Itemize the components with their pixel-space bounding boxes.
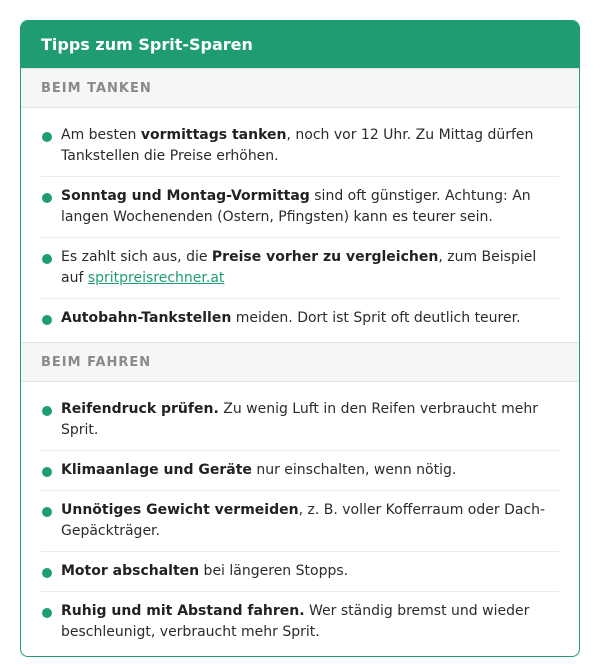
- bullet-dot-icon: [42, 193, 52, 203]
- bullet-dot-icon: [42, 132, 52, 142]
- bullet-dot-icon: [42, 507, 52, 517]
- list-item: Klimaanlage und Geräte nur einschalten, wenn nötig.: [41, 451, 559, 491]
- bullet-dot-icon: [42, 254, 52, 264]
- bullet-dot-icon: [42, 568, 52, 578]
- bullet-dot-icon: [42, 315, 52, 325]
- bullet-dot-icon: [42, 406, 52, 416]
- list-item: Motor abschalten bei längeren Stopps.: [41, 552, 559, 592]
- list-item: Reifendruck prüfen. Zu wenig Luft in den Reifen verbraucht mehr Sprit.: [41, 390, 559, 451]
- list-item: Autobahn-Tankstellen meiden. Dort ist Sprit oft deutlich teurer.: [41, 299, 559, 338]
- list-item: Sonntag und Montag-Vormittag sind oft günstiger. Achtung: An langen Wochenenden (Ostern, Pfingsten) kann es teurer sein.: [41, 177, 559, 238]
- section-heading-tanken: BEIM TANKEN: [21, 68, 579, 108]
- spritpreisrechner-link[interactable]: spritpreisrechner.at: [87, 270, 225, 286]
- bullet-dot-icon: [42, 467, 52, 477]
- list-item: Am besten vormittags tanken, noch vor 12 Uhr. Zu Mittag dürfen Tankstellen die Preise erhöhen.: [41, 116, 559, 177]
- list-item: Unnötiges Gewicht vermeiden, z. B. voller Kofferraum oder Dach-Gepäckträger.: [41, 491, 559, 552]
- bullet-dot-icon: [42, 608, 52, 618]
- list-item: Es zahlt sich aus, die Preise vorher zu vergleichen, zum Beispiel auf spritpreisrechner.at: [41, 238, 559, 299]
- list-item: Ruhig und mit Abstand fahren. Wer ständig bremst und wieder beschleunigt, verbraucht mehr Sprit.: [41, 592, 559, 652]
- tips-card: [20, 20, 580, 657]
- card-title: Tipps zum Sprit-Sparen: [21, 21, 579, 68]
- tips-list-fahren: [21, 382, 579, 656]
- section-heading-fahren: BEIM FAHREN: [21, 342, 579, 382]
- tips-list-tanken: [21, 108, 579, 342]
